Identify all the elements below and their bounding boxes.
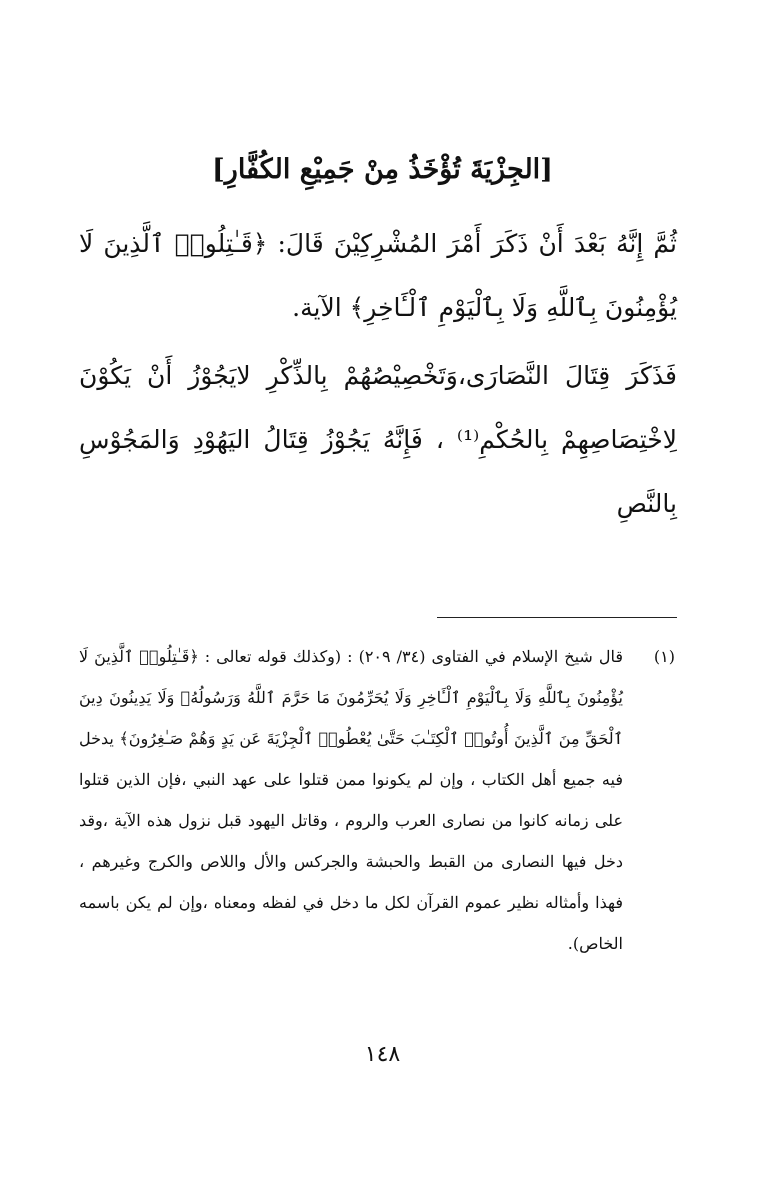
- footnote-number: (١): [653, 647, 675, 666]
- main-paragraph-1: ثُمَّ إِنَّهُ بَعْدَ أَنْ ذَكَرَ أَمْرَ المُشْرِكِيْنَ قَالَ: ﴿قَـٰتِلُوا۟ ٱلَّذِينَ لَا يُؤْمِنُونَ بِٱللَّهِ وَلَا بِٱلْيَوْمِ ٱلْـَٔاخِرِ﴾ الآية.: [79, 229, 677, 322]
- footnote-text: قال شيخ الإسلام في الفتاوى (٣٤/ ٢٠٩) : (وكذلك قوله تعالى : ﴿قَـٰتِلُوا۟ ٱلَّذِينَ لَا يُؤْمِنُونَ بِٱللَّهِ وَلَا بِٱلْيَوْمِ ٱلْـَٔاخِرِ وَلَا يُحَرِّمُونَ مَا حَرَّمَ ٱللَّهُ وَرَسُولُهُۥ وَلَا يَدِينُونَ دِينَ ٱلْحَقِّ مِنَ ٱلَّذِينَ أُوتُوا۟ ٱلْكِتَـٰبَ حَتَّىٰ يُعْطُوا۟ ٱلْجِزْيَةَ عَن يَدٍ وَهُمْ صَـٰغِرُونَ﴾ يدخل فيه جميع أهل الكتاب ، وإن لم يكونوا ممن قتلوا على عهد النبي ،فإن الذين قتلوا على زمانه كانوا من نصارى العرب والروم ، وقاتل اليهود قبل نزول هذه الآية ،وقد دخل فيها النصارى من القبط والحبشة والجركس والأل واللاص والكرج وغيرهم ، فهذا وأمثاله نظير عموم القرآن لكل ما دخل في لفظه ومعناه ،وإن لم يكن باسمه الخاص).: [79, 647, 624, 953]
- main-paragraph-2: فَذَكَرَ قِتَالَ النَّصَارَى،وَتَخْصِيْصُهُمْ بِالذِّكْرِ لايَجُوْزُ أَنْ يَكُوْنَ لِاخْتِصَاصِهِمْ بِالحُكْمِ⁽¹⁾ ، فَإِنَّهُ يَجُوْزُ قِتَالُ اليَهُوْدِ وَالمَجُوْسِ بِالنَّصِ: [79, 361, 678, 518]
- footnotes-section: [79, 636, 675, 964]
- footnote-separator: [437, 617, 677, 618]
- page-number: ١٤٨: [364, 1042, 401, 1067]
- section-heading: [الجِزْيَةَ تُؤْخَذُ مِنْ جَمِيْعِ الكُفَّارِ]: [212, 154, 553, 185]
